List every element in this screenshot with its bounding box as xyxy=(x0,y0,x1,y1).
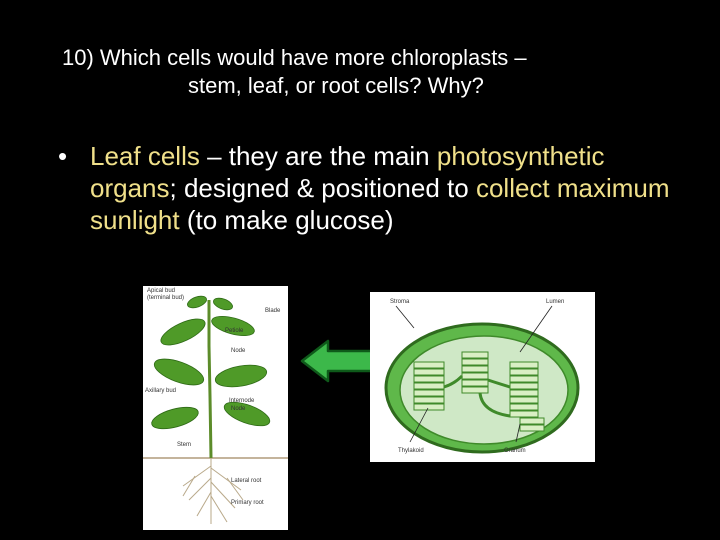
answer-text-2: ; designed & positioned to xyxy=(169,173,476,203)
stem xyxy=(209,300,211,458)
plant-illustration xyxy=(143,286,288,530)
answer-leaf-cells: Leaf cells xyxy=(90,141,200,171)
label-terminal-bud: (terminal bud) xyxy=(147,295,185,301)
chloroplast-diagram xyxy=(370,292,595,462)
root-system xyxy=(183,458,243,524)
question-line-2: stem, leaf, or root cells? Why? xyxy=(188,73,484,98)
answer-text-1: – they are the main xyxy=(199,141,437,171)
answer-collect-sunlight: collect maximum sunlight xyxy=(90,173,670,235)
left-arrow-icon xyxy=(300,338,376,384)
label-lateral-root: Lateral root xyxy=(231,478,262,484)
label-axillary-bud: Axillary bud xyxy=(145,388,177,394)
answer-photosynthetic-organs: photosynthetic organs xyxy=(90,141,605,203)
label-thylakoid: Thylakoid xyxy=(398,448,424,454)
label-granum: Granum xyxy=(504,448,526,454)
label-stem: Stem xyxy=(177,442,192,448)
answer-text-3: (to make glucose) xyxy=(179,205,394,235)
plant-diagram xyxy=(143,286,288,530)
label-primary-root: Primary root xyxy=(231,500,264,506)
question-heading xyxy=(62,44,662,100)
label-stroma: Stroma xyxy=(390,299,410,305)
label-blade: Blade xyxy=(265,308,281,314)
answer-text xyxy=(90,140,690,236)
label-internode: Internode xyxy=(229,398,255,404)
label-node-1: Node xyxy=(231,348,246,354)
label-apical-bud: Apical bud xyxy=(147,288,176,294)
chloroplast-illustration xyxy=(370,292,595,462)
label-node-2: Node xyxy=(231,406,246,412)
label-petiole: Petiole xyxy=(225,328,244,334)
label-lumen: Lumen xyxy=(546,299,565,305)
question-line-1: 10) Which cells would have more chloroplasts – xyxy=(62,45,527,70)
bullet-symbol: • xyxy=(58,141,68,171)
